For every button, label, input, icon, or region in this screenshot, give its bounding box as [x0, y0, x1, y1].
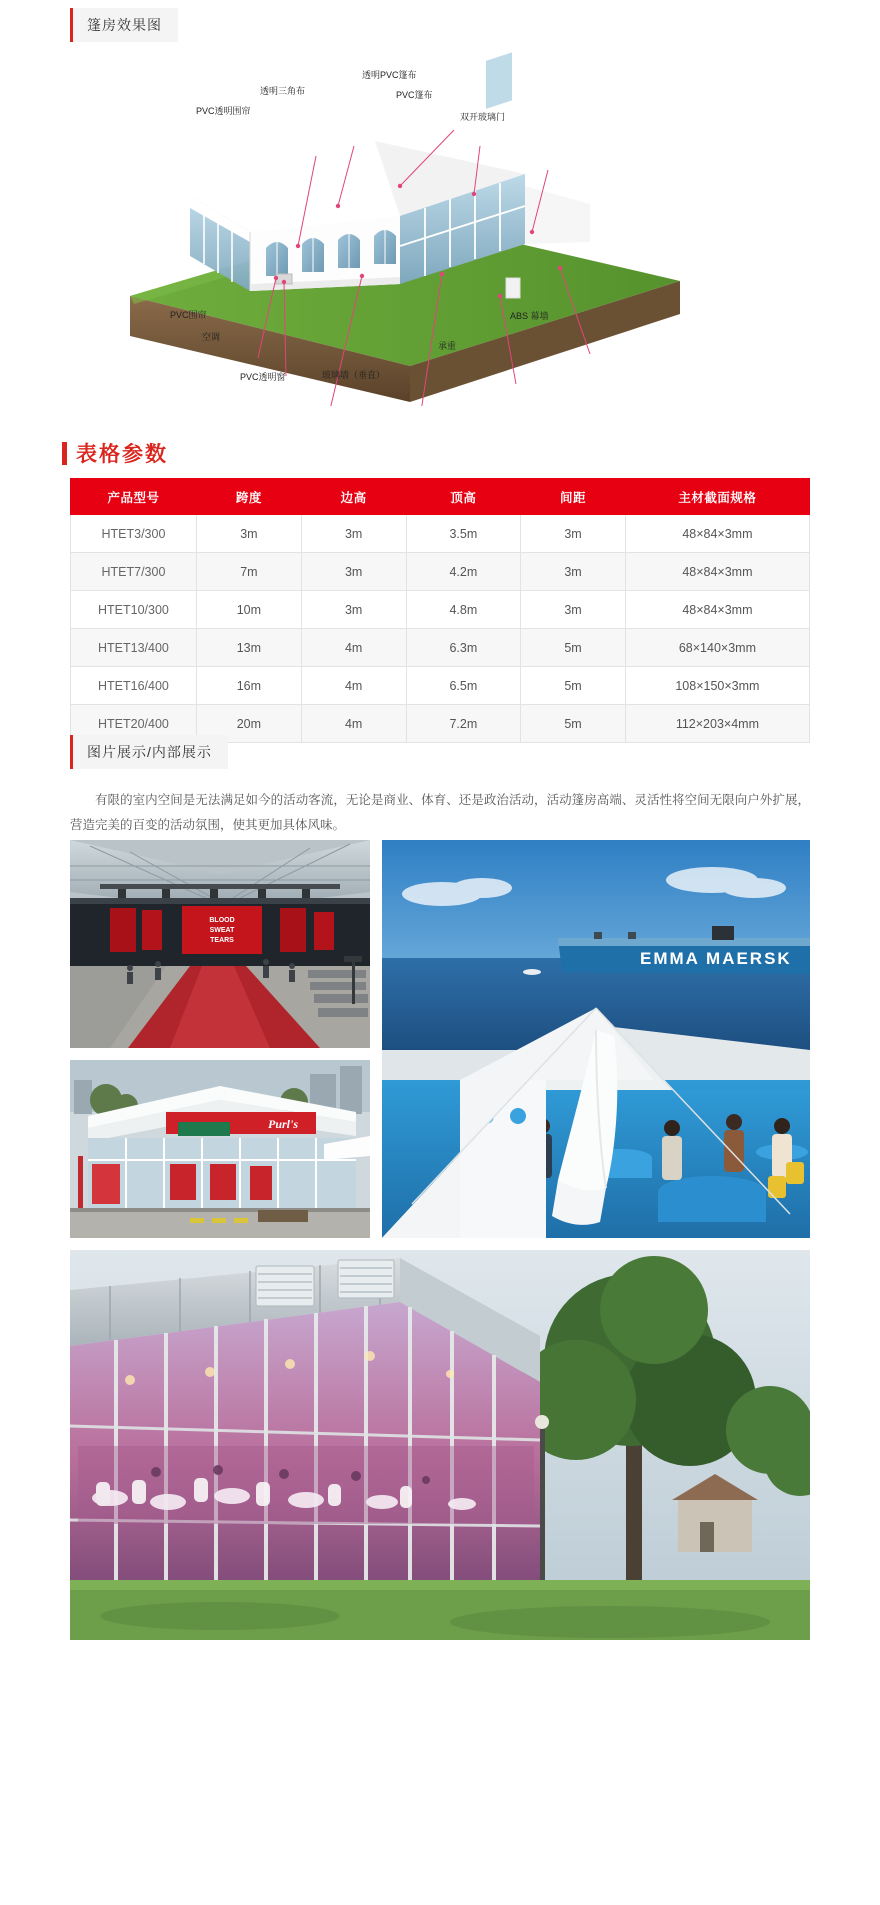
cell-profile: 112×203×4mm	[625, 705, 809, 743]
cell-profile: 108×150×3mm	[625, 667, 809, 705]
cell-span: 20m	[196, 705, 301, 743]
cell-span: 10m	[196, 591, 301, 629]
cell-profile: 48×84×3mm	[625, 591, 809, 629]
table-row	[71, 515, 810, 553]
diagram-label-abs-curtain-wall: ABS 幕墙	[510, 311, 549, 321]
table-col-eaveh: 边高	[301, 479, 406, 515]
cell-ridgeh: 3.5m	[406, 515, 521, 553]
diagram-label-transparent-triangle-cloth: 透明三角布	[260, 86, 306, 96]
table-header-row	[71, 479, 810, 515]
table-row	[71, 629, 810, 667]
cell-ridgeh: 7.2m	[406, 705, 521, 743]
svg-text:SWEAT: SWEAT	[209, 927, 235, 934]
cell-eaveh: 4m	[301, 629, 406, 667]
cell-span: 13m	[196, 629, 301, 667]
spec-table	[70, 478, 810, 743]
table-col-profile: 主材截面规格	[625, 479, 809, 515]
cell-span: 7m	[196, 553, 301, 591]
cell-bay: 5m	[521, 667, 626, 705]
cell-bay: 5m	[521, 705, 626, 743]
cell-profile: 48×84×3mm	[625, 515, 809, 553]
section-heading-diagram: 篷房效果图	[70, 8, 178, 42]
cell-span: 16m	[196, 667, 301, 705]
table-col-ridgeh: 顶高	[406, 479, 521, 515]
cell-bay: 3m	[521, 553, 626, 591]
diagram-label-transparent-pvc-canopy: 透明PVC篷布	[362, 70, 417, 80]
gallery-intro-text: 有限的室内空间是无法满足如今的活动客流，无论是商业、体育、还是政治活动，活动篷房高端、灵活性将空间无限向户外扩展，营造完美的百变的活动氛围，使其更加具体风味。	[70, 793, 810, 832]
photo-large-glass-tent-night	[70, 1250, 810, 1640]
diagram-label-glass-wall-vertical: 玻璃墙（垂直）	[322, 370, 386, 380]
cell-profile: 68×140×3mm	[625, 629, 809, 667]
table-col-bay: 间距	[521, 479, 626, 515]
table-row	[71, 553, 810, 591]
photo-ship-emma-maersk	[382, 840, 810, 1238]
cell-model: HTET13/400	[71, 629, 197, 667]
cell-model: HTET3/300	[71, 515, 197, 553]
cell-ridgeh: 6.3m	[406, 629, 521, 667]
cell-span: 3m	[196, 515, 301, 553]
diagram-label-load-bearing: 承重	[438, 341, 457, 351]
cell-bay: 3m	[521, 515, 626, 553]
cell-model: HTET7/300	[71, 553, 197, 591]
section-heading-gallery: 图片展示/内部展示	[70, 735, 228, 769]
cell-ridgeh: 4.8m	[406, 591, 521, 629]
photo-event-stage	[70, 840, 370, 1048]
svg-text:EMMA MAERSK: EMMA MAERSK	[640, 949, 792, 968]
cell-model: HTET10/300	[71, 591, 197, 629]
cell-eaveh: 3m	[301, 515, 406, 553]
table-col-model: 产品型号	[71, 479, 197, 515]
cell-profile: 48×84×3mm	[625, 553, 809, 591]
table-col-span: 跨度	[196, 479, 301, 515]
diagram-label-pvc-canopy: PVC篷布	[396, 90, 433, 100]
cell-eaveh: 4m	[301, 705, 406, 743]
cell-bay: 3m	[521, 591, 626, 629]
svg-text:TEARS: TEARS	[210, 937, 234, 944]
svg-text:BLOOD: BLOOD	[209, 917, 235, 924]
cell-bay: 5m	[521, 629, 626, 667]
table-row	[71, 591, 810, 629]
photo-white-tent-storefront	[70, 1060, 370, 1238]
cell-model: HTET16/400	[71, 667, 197, 705]
cell-ridgeh: 4.2m	[406, 553, 521, 591]
svg-text:Purl's: Purl's	[268, 1117, 299, 1131]
tent-structure-diagram	[70, 46, 730, 406]
table-row	[71, 667, 810, 705]
cell-eaveh: 4m	[301, 667, 406, 705]
diagram-label-air-conditioner: 空调	[202, 332, 221, 342]
diagram-label-pvc-transparent-window: PVC透明窗	[240, 372, 286, 382]
cell-model: HTET20/400	[71, 705, 197, 743]
section-heading-table: 表格参数	[62, 438, 168, 468]
diagram-label-double-glass-door: 双开玻璃门	[460, 112, 506, 122]
diagram-label-pvc-transparent-curtain: PVC透明围帘	[196, 106, 251, 116]
cell-eaveh: 3m	[301, 591, 406, 629]
diagram-label-pvc-curtain: PVC围帘	[170, 310, 207, 320]
cell-eaveh: 3m	[301, 553, 406, 591]
cell-ridgeh: 6.5m	[406, 667, 521, 705]
